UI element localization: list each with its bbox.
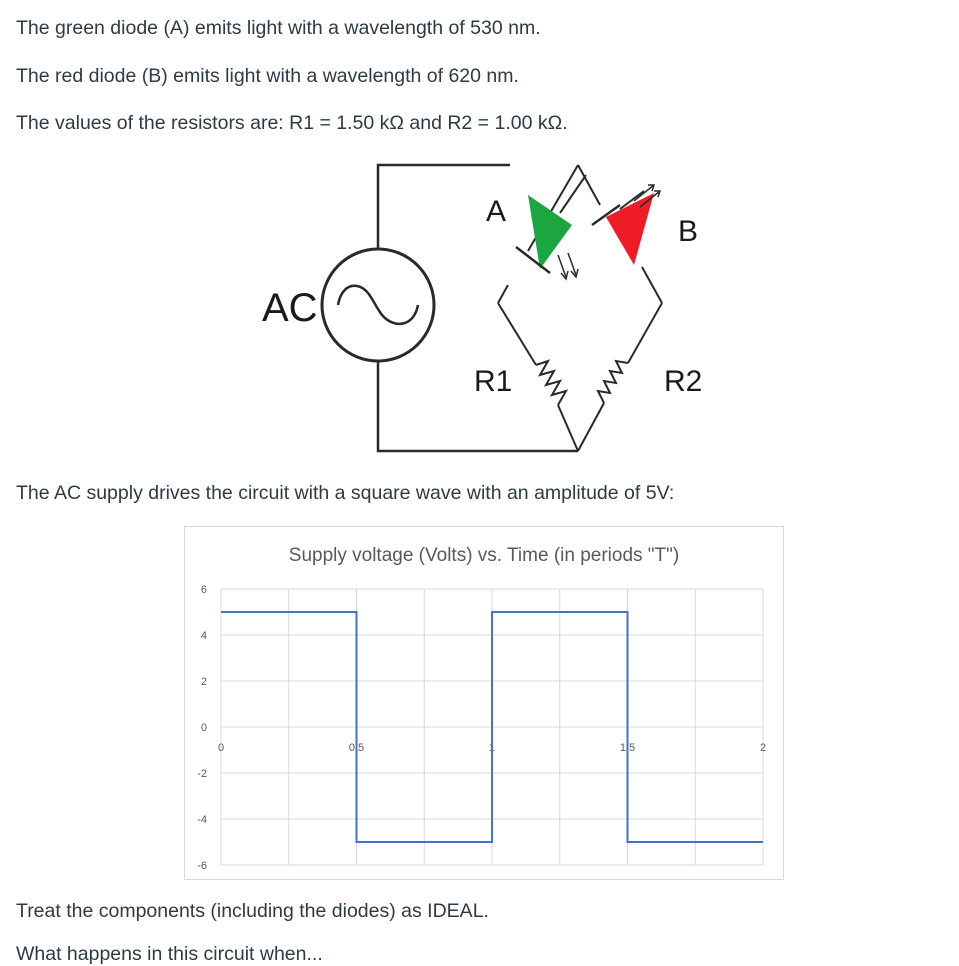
y-tick-label: -4 — [197, 814, 207, 826]
diode-a-label: A — [486, 195, 507, 228]
y-tick-label: -6 — [197, 860, 207, 872]
r2-label: R2 — [664, 365, 703, 398]
text-resistor-values: The values of the resistors are: R1 = 1.50 kΩ and R2 = 1.00 kΩ. — [16, 112, 568, 134]
x-tick-label: 1 — [488, 742, 496, 754]
ac-label: AC — [262, 286, 318, 330]
text-ac-supply: The AC supply drives the circuit with a square wave with an amplitude of 5V: — [16, 482, 675, 504]
y-tick-label: 4 — [200, 630, 207, 642]
text-question: What happens in this circuit when... — [16, 943, 323, 965]
diode-b-red — [606, 193, 654, 265]
diode-b-label: B — [678, 215, 699, 248]
chart-container — [184, 526, 784, 880]
x-tick-label: 0 — [217, 742, 225, 754]
text-treat-ideal: Treat the components (including the diodes) as IDEAL. — [16, 900, 489, 922]
text-green-diode: The green diode (A) emits light with a wavelength of 530 nm. — [16, 17, 541, 39]
wire-top-right — [578, 165, 600, 205]
resistor-r1 — [536, 361, 566, 405]
light-arrows-icon — [558, 253, 578, 279]
y-tick-label: -2 — [197, 768, 207, 780]
resistor-r2 — [598, 361, 628, 403]
y-tick-label: 0 — [200, 722, 207, 734]
supply-voltage-chart — [185, 527, 783, 879]
x-tick-label: 0.5 — [348, 742, 365, 754]
circuit-diagram — [250, 155, 720, 465]
r1-label: R1 — [474, 365, 513, 398]
y-tick-label: 2 — [200, 676, 207, 688]
x-tick-label: 2 — [759, 742, 767, 754]
y-tick-label: 6 — [200, 584, 207, 596]
text-red-diode: The red diode (B) emits light with a wavelength of 620 nm. — [16, 65, 519, 87]
x-tick-label: 1.5 — [619, 742, 636, 754]
chart-title: Supply voltage (Volts) vs. Time (in periods "T") — [288, 545, 680, 566]
